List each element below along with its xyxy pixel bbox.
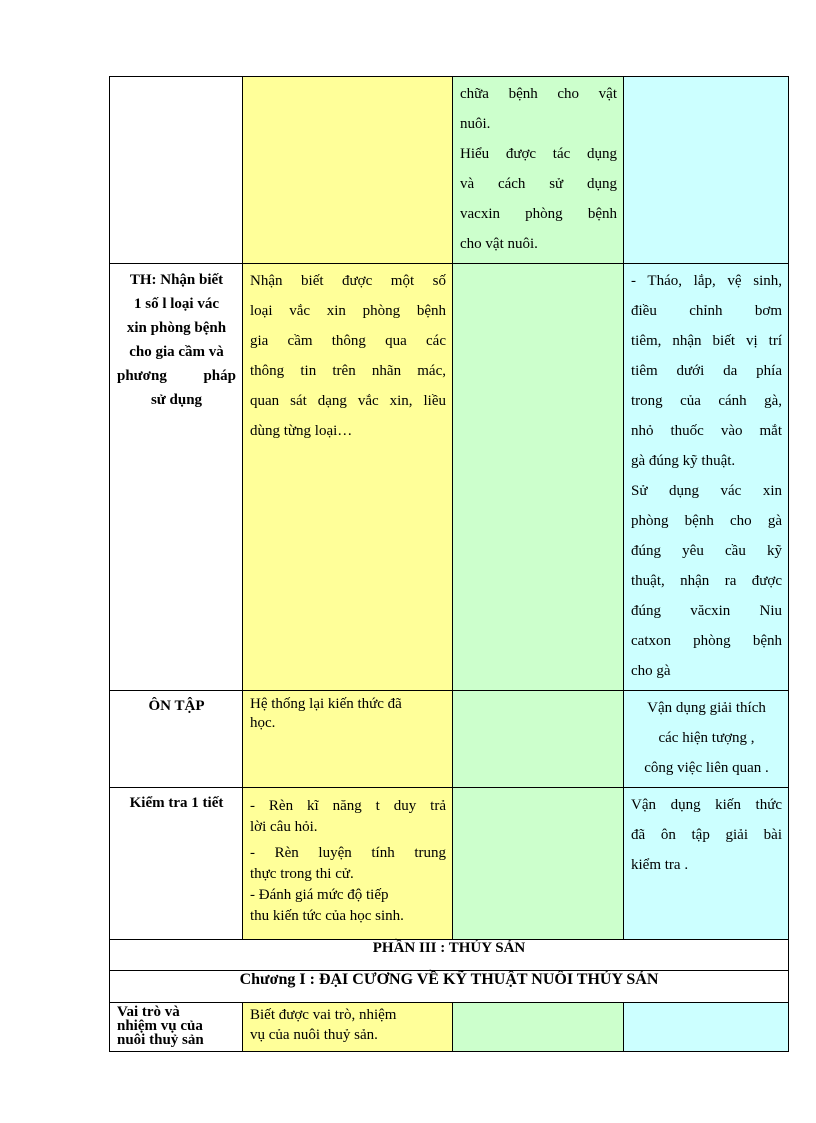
text-line: vụ của nuôi thuỷ sản. bbox=[250, 1027, 378, 1043]
topic-cell bbox=[110, 1003, 243, 1052]
text-line: Hiểu được tác dụng bbox=[460, 146, 617, 162]
text-line: đã ôn tập giải bài bbox=[631, 827, 782, 843]
topic-line: ÔN TẬP bbox=[148, 698, 205, 714]
text-line: dùng từng loại… bbox=[250, 423, 353, 439]
text-line: đúng văcxin Niu bbox=[631, 603, 782, 619]
knowledge-cell bbox=[243, 1003, 453, 1052]
knowledge-cell bbox=[243, 691, 453, 788]
text-line: điều chỉnh bơm bbox=[631, 303, 782, 319]
text-line: catxon phòng bệnh bbox=[631, 633, 782, 649]
topic-line: TH: Nhận biết bbox=[129, 272, 224, 288]
text-line: học. bbox=[250, 715, 276, 731]
understanding-cell bbox=[453, 788, 624, 940]
topic-line: nuôi thuỷ sản bbox=[117, 1032, 204, 1048]
text-line: Vận dụng kiến thức bbox=[631, 797, 782, 813]
text-line: - Rèn kĩ năng t duy trả bbox=[250, 798, 446, 814]
topic-cell bbox=[110, 264, 243, 691]
text-line: kiểm tra . bbox=[631, 857, 689, 873]
text-line: và cách sử dụng bbox=[460, 176, 617, 192]
skill-cell bbox=[624, 788, 789, 940]
understanding-cell bbox=[453, 264, 624, 691]
skill-cell bbox=[624, 1003, 789, 1052]
text-line: thực trong thi cử. bbox=[250, 866, 354, 882]
text-line: tiêm, nhận biết vị trí bbox=[631, 333, 782, 349]
text-line: thông tin trên nhãn mác, bbox=[250, 363, 446, 379]
topic-line: 1 số l loại vác bbox=[134, 296, 219, 312]
text-line: - Tháo, lắp, vệ sinh, bbox=[631, 273, 782, 289]
topic-line: Kiểm tra 1 tiết bbox=[129, 795, 224, 811]
skill-cell bbox=[624, 77, 789, 264]
list-item bbox=[250, 838, 446, 885]
understanding-cell bbox=[453, 1003, 624, 1052]
text-line: lời câu hỏi. bbox=[250, 819, 318, 835]
text-line: - Đánh giá mức độ tiếp bbox=[250, 887, 389, 903]
understanding-cell bbox=[453, 691, 624, 788]
topic-line: cho gia cầm và bbox=[129, 344, 224, 360]
text-line: Hệ thống lại kiến thức đã bbox=[250, 696, 402, 712]
topic-line: nhiệm vụ của bbox=[117, 1018, 203, 1034]
table-row bbox=[110, 788, 789, 940]
text-line: nuôi. bbox=[460, 116, 491, 132]
section-title: PHẦN III : THỦY SẢN bbox=[110, 940, 789, 971]
table-row bbox=[110, 691, 789, 788]
skill-cell bbox=[624, 264, 789, 691]
text-line: - Rèn luyện tính trung bbox=[250, 845, 446, 861]
topic-line: xin phòng bệnh bbox=[126, 320, 227, 336]
text-line: tiêm dưới da phía bbox=[631, 363, 782, 379]
text-line: chữa bệnh cho vật bbox=[460, 86, 617, 102]
topic-cell bbox=[110, 77, 243, 264]
curriculum-table bbox=[109, 76, 789, 1052]
text-line: công việc liên quan . bbox=[644, 760, 769, 776]
text-line: các hiện tượng , bbox=[658, 730, 755, 746]
topic-line: phương pháp bbox=[117, 368, 236, 384]
table-row bbox=[110, 264, 789, 691]
topic-line: Vai trò và bbox=[117, 1004, 180, 1020]
text-line: thu kiến tức của học sinh. bbox=[250, 908, 404, 924]
text-line: đúng yêu cầu kỹ bbox=[631, 543, 782, 559]
topic-line: sử dụng bbox=[150, 392, 203, 408]
table-row bbox=[110, 77, 789, 264]
text-line: nhỏ thuốc vào mắt bbox=[631, 423, 782, 439]
text-line: gà đúng kỹ thuật. bbox=[631, 453, 736, 469]
list-item bbox=[250, 885, 446, 927]
knowledge-cell bbox=[243, 77, 453, 264]
text-line: phòng bệnh cho gà bbox=[631, 513, 782, 529]
understanding-cell bbox=[453, 77, 624, 264]
text-line: gia cầm thông qua các bbox=[250, 333, 446, 349]
text-line: Nhận biết được một số bbox=[250, 273, 446, 289]
text-line: vacxin phòng bệnh bbox=[460, 206, 617, 222]
topic-cell bbox=[110, 788, 243, 940]
table-row bbox=[110, 1003, 789, 1052]
chapter-title: Chương I : ĐẠI CƯƠNG VỀ KỸ THUẬT NUÔI THỦY SẢN bbox=[110, 971, 789, 1003]
text-line: quan sát dạng vắc xin, liều bbox=[250, 393, 446, 409]
knowledge-cell bbox=[243, 788, 453, 940]
text-line: cho vật nuôi. bbox=[460, 236, 538, 252]
skill-cell bbox=[624, 691, 789, 788]
knowledge-cell bbox=[243, 264, 453, 691]
text-line: cho gà bbox=[631, 663, 671, 679]
text-line: trong của cánh gà, bbox=[631, 393, 782, 409]
text-line: loại vắc xin phòng bệnh bbox=[250, 303, 446, 319]
list-item bbox=[250, 788, 446, 838]
text-line: Sử dụng vác xin bbox=[631, 483, 782, 499]
table-row bbox=[110, 971, 789, 1003]
text-line: Vận dụng giải thích bbox=[647, 700, 766, 716]
topic-cell bbox=[110, 691, 243, 788]
text-line: thuật, nhận ra được bbox=[631, 573, 782, 589]
text-line: Biết được vai trò, nhiệm bbox=[250, 1007, 397, 1023]
table-row bbox=[110, 940, 789, 971]
